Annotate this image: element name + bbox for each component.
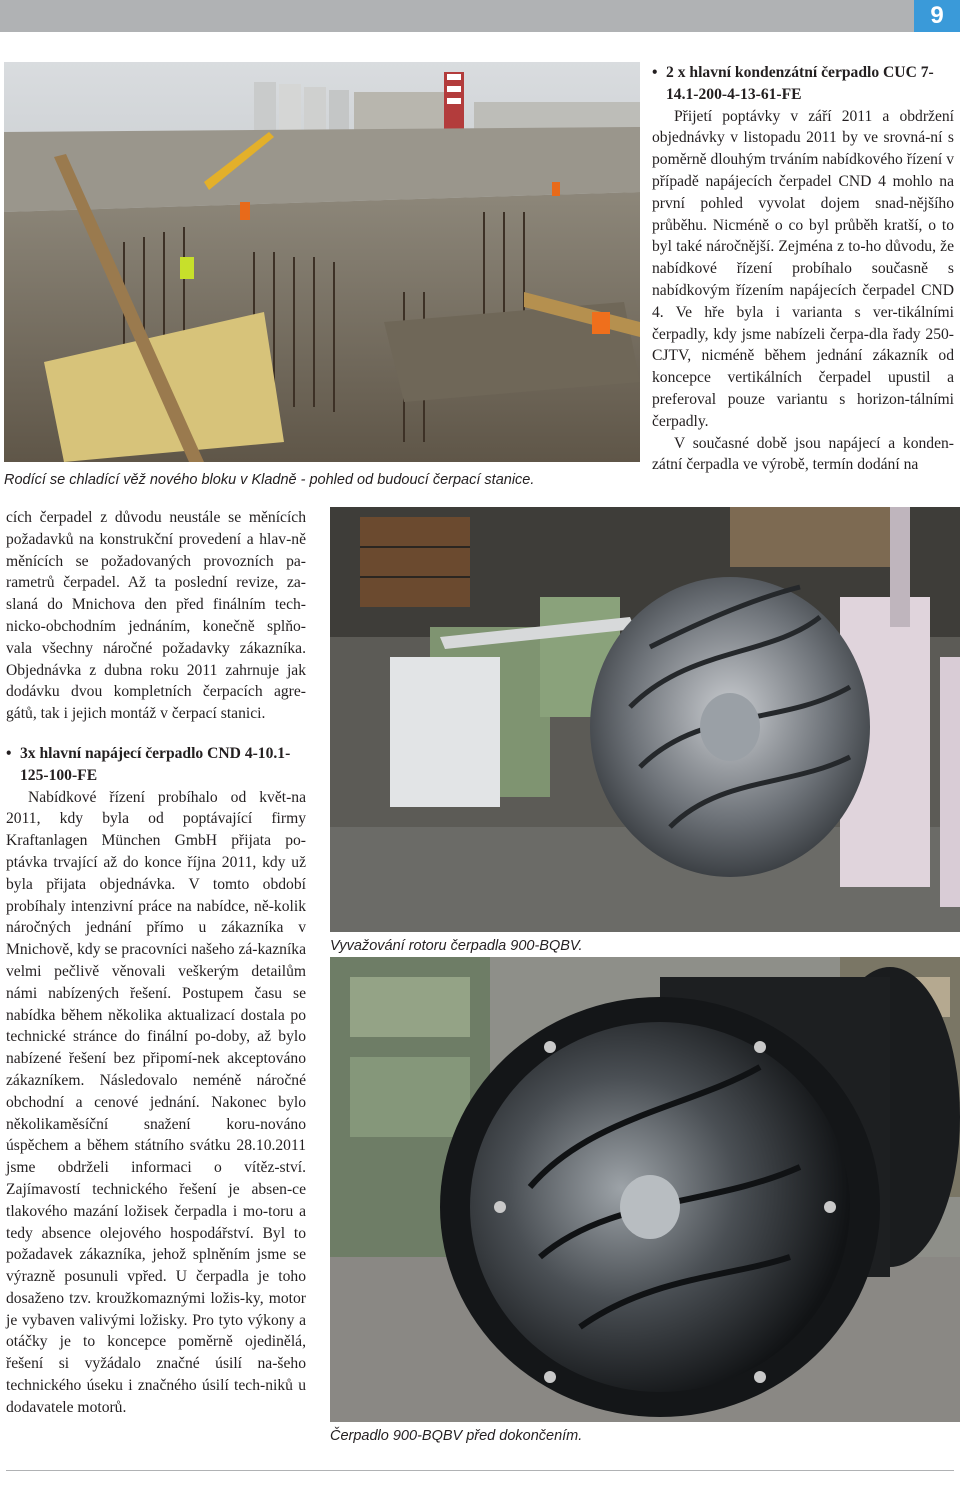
bullet-cuc-title-line2: 14.1-200-4-13-61-FE: [666, 85, 802, 103]
bottom-rule: [6, 1470, 954, 1471]
left-column-text: [6, 507, 306, 1419]
bullet-cnd-title: [6, 743, 306, 787]
bullet-dot: •: [652, 64, 658, 81]
pump-casing-illustration: [330, 957, 960, 1422]
right-column-text: [652, 62, 954, 476]
rotor-balancing-illustration: [330, 507, 960, 932]
left-paragraph-1: cích čerpadel z důvodu neustále se měnících požadavků na konstrukční provedení a hlav-ně měnících se požadovaných provozních pa-rametrů čerpadel. Až ta poslední revize, za-slaná do Mnichova den před finálním tech-nicko-obchodním jednáním, konečně splňo-vala všechny náročné požadavky zákazníka. Objednávka z dubna roku 2011 zahrnuje jak dodávku dvou kompletních čerpacích agre-gátů, tak i jejich montáž v čerpací stanici.: [6, 509, 306, 723]
right-paragraph-2: V současné době jsou napájecí a konden-zátní čerpadla ve výrobě, termín dodání na: [652, 434, 954, 474]
bullet-dot: •: [6, 744, 12, 762]
bullet-cnd-title-line2: 125-100-FE: [20, 766, 98, 784]
right-paragraph-1: Přijetí poptávky v září 2011 a obdržení objednávky v listopadu 2011 by ve srovná-ní s poměrně dlouhým trváním nabídkového řízení v případě napájecích čerpadel CND 4 mohlo na první pohled vyvolat dojem snad-nějšího průběhu. Nicméně o co byl průběh kratší, o to byl také náročnější. Zejména z to-ho důvodu, že nabídkové řízení probíhalo současně s nabídkovým řízením napájecích čerpadel CND 4. Ve hře byla i varianta s ver-tikálními čerpadly, kdy jsme nabízeli čerpa-dla řady 250-CJTV, nicméně během jednání zákazník od koncepce vertikálních čerpadel upustil a preferoval pouze variantu s horizon-tálními čerpadly.: [652, 107, 954, 430]
page-number: 9: [914, 0, 960, 32]
rotor-balancing-photo: [330, 507, 960, 932]
top-photo-caption: Rodící se chladící věž nového bloku v Kladně - pohled od budoucí čerpací stanice.: [4, 472, 535, 488]
rotor-photo-caption: Vyvažování rotoru čerpadla 900-BQBV.: [330, 938, 583, 954]
left-paragraph-2: Nabídkové řízení probíhalo od květ-na 2011, kdy byla od poptávající firmy Kraftanlagen München GmbH přijata po-ptávka trvající až do konce října 2011, kdy už byla přijata objednávka. V tomto období probíhaly intenzivní práce na nabídce, ně-kolik náročných jednání přímo u zákazníka v Mnichově, kdy se pracovníci našeho zá-kazníka velmi pečlivě věnovali veškerým detailům námi nabízených řešení. Postupem času se nabídka během několika aktualizací dostala po technické stránce do finální po-doby, až bylo nabízené řešení bez připomí-nek akceptováno zákazníkem. Následovalo neméně náročné obchodní a cenové jednání. Nakonec bylo několikaměsíční snažení koru-nováno úspěchem a během státního svátku 28.10.2011 jsme obdrželi informaci o vítěz-ství. Zajímavostí technického řešení je absen-ce tlakového mazání ložisek čerpadla i mo-toru a tedy absence olejového hospodářství. Byl to požadavek zákazníka, jehož splněním jsme se výrazně posunuli vpřed. U čerpadla je toho dosaženo tzv. kroužkomaznými ložis-ky, motor je vybaven valivými ložisky. Pro tyto výkony a otáčky je to koncepce poměrně ojedinělá, řešení si vyžádalo značné úsilí na-šeho technického úseku i značného úsilí tech-niků u dodavatele motorů.: [6, 788, 306, 1416]
pump-photo-caption: Čerpadlo 900-BQBV před dokončením.: [330, 1428, 583, 1444]
construction-site-illustration: [4, 62, 640, 462]
bullet-cnd-title-line1: 3x hlavní napájecí čerpadlo CND 4-10.1-: [20, 744, 291, 762]
header-bar: [0, 0, 960, 32]
pump-casing-photo: [330, 957, 960, 1422]
bullet-cuc-title: [652, 62, 954, 106]
bullet-cuc-title-line1: 2 x hlavní kondenzátní čerpadlo CUC 7-: [666, 64, 934, 81]
construction-site-photo: [4, 62, 640, 462]
